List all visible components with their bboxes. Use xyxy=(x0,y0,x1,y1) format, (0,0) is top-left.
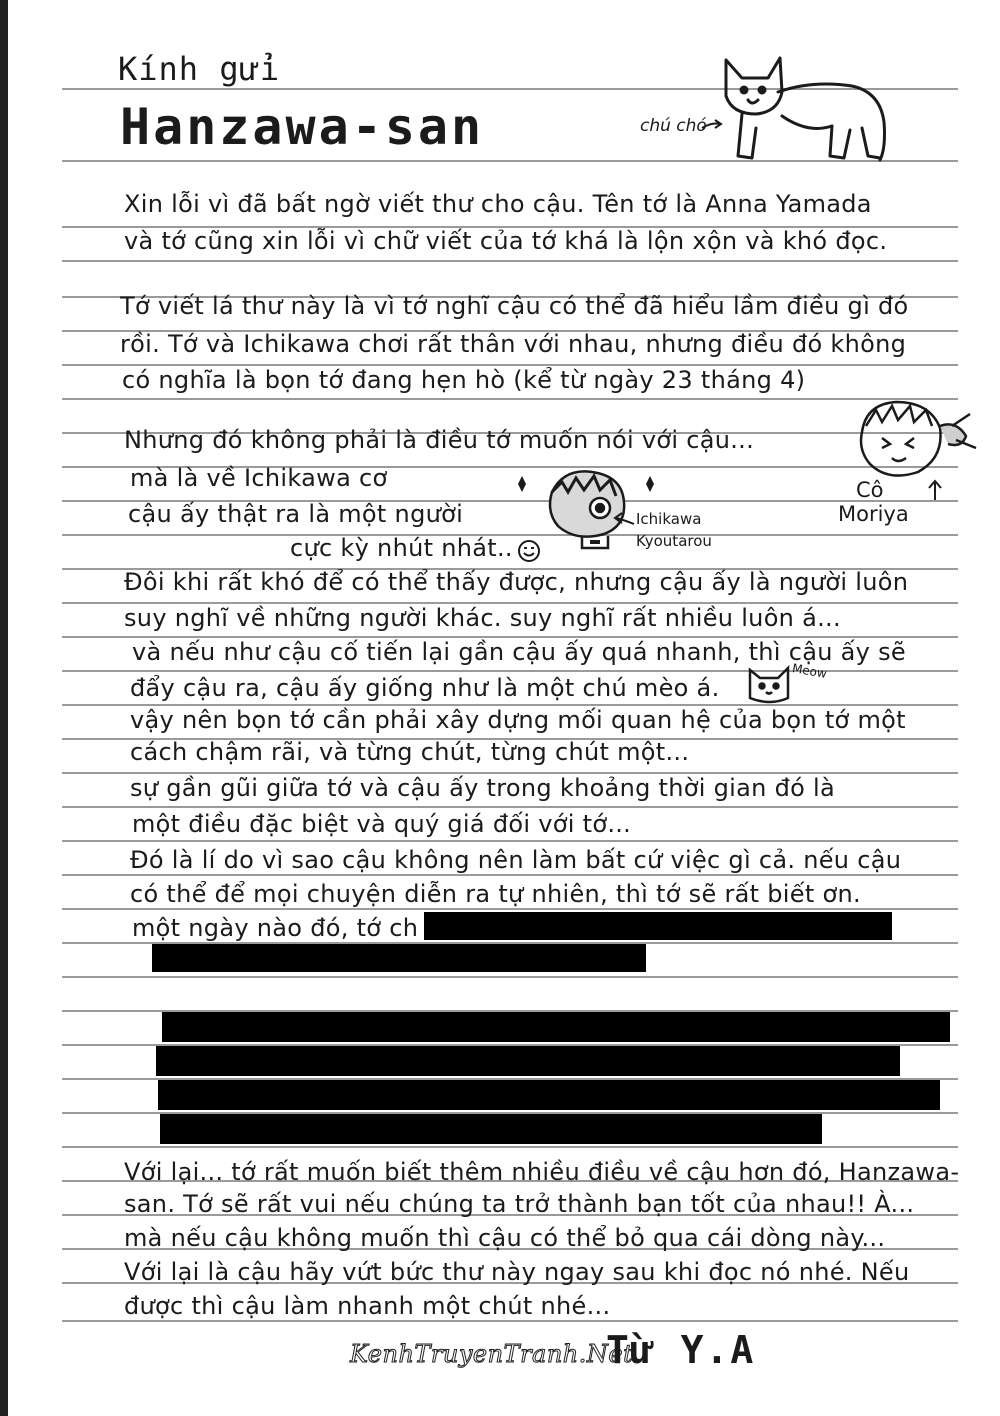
moriya-doodle-icon xyxy=(852,396,980,488)
cat-doodle-icon xyxy=(744,664,796,706)
body-line: rồi. Tớ và Ichikawa chơi rất thân với nhau, nhưng điều đó không xyxy=(120,330,907,358)
body-line: đẩy cậu ra, cậu ấy giống như là một chú mèo á. xyxy=(130,674,720,702)
redaction-bar xyxy=(158,1080,940,1110)
body-line: cực kỳ nhút nhát.. xyxy=(290,534,513,562)
body-line: cậu ấy thật ra là một người xyxy=(128,500,464,528)
signature: Từ Y.A xyxy=(606,1328,756,1372)
watermark: KenhTruyenTranh.Net xyxy=(350,1340,634,1368)
body-line: có nghĩa là bọn tớ đang hẹn hò (kể từ ngày 23 tháng 4) xyxy=(122,366,806,394)
page-edge xyxy=(0,0,8,1416)
body-line: Đôi khi rất khó để có thể thấy được, nhưng cậu ấy là người luôn xyxy=(124,568,909,596)
body-line: Với lại là cậu hãy vứt bức thư này ngay sau khi đọc nó nhé. Nếu xyxy=(124,1258,910,1286)
body-line: mà là về Ichikawa cơ xyxy=(130,464,388,492)
body-line: Đó là lí do vì sao cậu không nên làm bất cứ việc gì cả. nếu cậu xyxy=(130,846,902,874)
redaction-bar xyxy=(160,1114,822,1144)
body-line: vậy nên bọn tớ cần phải xây dựng mối quan hệ của bọn tớ một xyxy=(130,706,906,734)
moriya-label: Cô xyxy=(856,478,884,502)
meow-label: Meow xyxy=(791,661,828,681)
body-line: được thì cậu làm nhanh một chút nhé... xyxy=(124,1292,611,1320)
ichikawa-label: Kyoutarou xyxy=(636,532,712,550)
body-line: cách chậm rãi, và từng chút, từng chút một... xyxy=(130,738,690,766)
body-line: suy nghĩ về những người khác. suy nghĩ rất nhiều luôn á... xyxy=(124,604,841,632)
dog-label: chú chó xyxy=(640,116,707,136)
body-line: Với lại... tớ rất muốn biết thêm nhiều điều về cậu hơn đó, Hanzawa- xyxy=(124,1158,960,1186)
arrow-up-icon xyxy=(926,478,944,502)
body-line: san. Tớ sẽ rất vui nếu chúng ta trở thành bạn tốt của nhau!! À... xyxy=(124,1190,915,1218)
body-line: và nếu như cậu cố tiến lại gần cậu ấy quá nhanh, thì cậu ấy sẽ xyxy=(132,638,906,666)
dog-doodle-icon xyxy=(712,52,892,167)
body-line: Nhưng đó không phải là điều tớ muốn nói với cậu... xyxy=(124,426,755,454)
letter-greeting: Kính gửi xyxy=(118,50,281,88)
ichikawa-label: Ichikawa xyxy=(636,510,702,528)
body-line: sự gần gũi giữa tớ và cậu ấy trong khoảng thời gian đó là xyxy=(130,774,836,802)
redaction-bar xyxy=(162,1012,950,1042)
letter-recipient: Hanzawa-san xyxy=(120,98,485,156)
redaction-bar xyxy=(152,944,646,972)
redaction-bar xyxy=(156,1046,900,1076)
body-line: có thể để mọi chuyện diễn ra tự nhiên, thì tớ sẽ rất biết ơn. xyxy=(130,880,861,908)
moriya-label: Moriya xyxy=(838,502,909,526)
arrow-left-icon xyxy=(612,510,636,530)
body-line: mà nếu cậu không muốn thì cậu có thể bỏ qua cái dòng này... xyxy=(124,1224,886,1252)
body-line: Xin lỗi vì đã bất ngờ viết thư cho cậu. Tên tớ là Anna Yamada xyxy=(124,190,872,218)
body-line: và tớ cũng xin lỗi vì chữ viết của tớ khá là lộn xộn và khó đọc. xyxy=(124,227,888,255)
redaction-bar xyxy=(424,912,892,940)
arrow-right-icon xyxy=(700,118,724,132)
body-line: một điều đặc biệt và quý giá đối với tớ... xyxy=(132,810,632,838)
body-line: Tớ viết lá thư này là vì tớ nghĩ cậu có thể đã hiểu lầm điều gì đó xyxy=(120,292,909,320)
body-line: một ngày nào đó, tớ ch xyxy=(132,914,419,942)
